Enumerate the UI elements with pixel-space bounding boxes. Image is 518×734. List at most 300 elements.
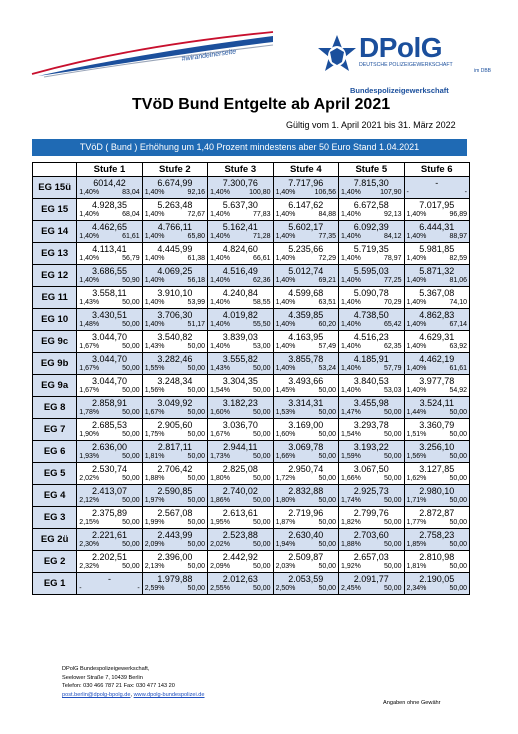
cell-increase: 50,00 [187, 585, 206, 592]
row-label: EG 12 [33, 265, 77, 287]
cell-increase: 71,28 [253, 233, 271, 240]
cell-amount: 2.613,61 [222, 508, 258, 518]
cell-percent: 2,15% [79, 519, 100, 526]
table-cell [77, 397, 142, 419]
cell-increase: 61,38 [187, 255, 206, 262]
table-corner [33, 163, 77, 177]
cell-increase: 50,00 [318, 453, 337, 460]
cell-increase: 50,00 [384, 563, 402, 570]
table-cell [404, 419, 469, 441]
table-row [33, 199, 470, 221]
cell-percent: 1,40% [210, 255, 230, 262]
cell-increase: 50,00 [318, 387, 337, 394]
cell-amount: 2.590,85 [157, 486, 193, 496]
cell-percent: 1,40% [79, 211, 100, 218]
cell-amount: 2.443,99 [157, 530, 193, 540]
table-cell [273, 397, 338, 419]
cell-percent: 2,12% [79, 497, 100, 504]
cell-percent: 1,59% [341, 453, 361, 460]
cell-amount: 3.524,11 [419, 398, 454, 408]
cell-increase: 50,00 [253, 519, 271, 526]
cell-increase: 50,00 [122, 453, 140, 460]
cell-increase: 88,97 [449, 233, 467, 240]
cell-amount: 4.462,65 [91, 222, 128, 232]
table-cell [77, 331, 142, 353]
cell-increase: 54,92 [449, 387, 467, 394]
row-label: EG 14 [33, 221, 77, 243]
cell-amount: 3.044,70 [91, 332, 128, 342]
cell-amount: 2.740,02 [222, 486, 258, 496]
cell-amount: 2.905,60 [157, 420, 193, 430]
cell-percent: 1,72% [275, 475, 296, 482]
cell-percent: 1,90% [79, 431, 100, 438]
table-cell [273, 221, 338, 243]
table-cell [77, 463, 142, 485]
cell-increase: 50,00 [122, 475, 140, 482]
cell-percent: 1,40% [406, 299, 427, 306]
cell-amount: 4.599,68 [288, 288, 324, 298]
cell-amount: 3.455,98 [353, 398, 389, 408]
cell-amount: 2.657,03 [353, 552, 389, 562]
cell-amount: 4.862,83 [419, 310, 455, 320]
cell-amount: 5.981,85 [419, 244, 455, 254]
table-cell [142, 287, 207, 309]
cell-increase: 50,00 [187, 409, 206, 416]
increase-banner: TVöD ( Bund ) Erhöhung um 1,40 Prozent mindestens aber 50 Euro Stand 1.04.2021 [32, 139, 467, 156]
cell-amount: 5.637,30 [222, 200, 258, 210]
cell-amount: 6.092,39 [353, 222, 389, 232]
cell-percent: 1,86% [210, 497, 230, 504]
cell-increase: 55,50 [253, 321, 271, 328]
cell-percent: 1,40% [406, 321, 427, 328]
cell-increase: 50,00 [318, 585, 337, 592]
cell-amount: 6.147,62 [288, 200, 324, 210]
cell-increase: 65,42 [384, 321, 402, 328]
cell-amount: 3.314,31 [288, 398, 324, 408]
table-cell [142, 529, 207, 551]
cell-amount: 5.162,41 [222, 222, 258, 232]
cell-percent: 2,55% [210, 585, 230, 592]
cell-increase: 63,92 [449, 343, 467, 350]
cell-amount: 3.360,79 [419, 420, 455, 430]
cell-percent: 1,40% [79, 255, 100, 262]
cell-percent: 1,40% [275, 343, 296, 350]
table-cell [208, 507, 273, 529]
cell-amount: 5.090,78 [353, 288, 389, 298]
table-cell [404, 551, 469, 573]
cell-amount: 4.163,95 [288, 332, 324, 342]
cell-increase: 50,00 [187, 387, 206, 394]
cell-increase: 50,00 [122, 541, 140, 548]
cell-increase: 50,00 [187, 563, 206, 570]
table-cell [273, 441, 338, 463]
cell-amount: 2.091,77 [353, 574, 389, 584]
cell-amount: 2.012,63 [222, 574, 258, 584]
brand-subtitle: DEUTSCHE POLIZEIGEWERKSCHAFT [359, 62, 453, 68]
table-cell [77, 551, 142, 573]
table-cell [208, 485, 273, 507]
table-row [33, 507, 470, 529]
cell-increase: 50,90 [122, 277, 140, 284]
table-cell [208, 199, 273, 221]
cell-percent: 1,78% [79, 409, 100, 416]
table-cell [142, 441, 207, 463]
cell-percent: 1,60% [275, 431, 296, 438]
cell-amount: 2.636,00 [91, 442, 128, 452]
brand-subtitle-dbb: im DBB [474, 68, 491, 74]
cell-amount: 3.256,10 [419, 442, 455, 452]
cell-amount: 3.493,66 [288, 376, 324, 386]
cell-amount: 3.840,53 [353, 376, 389, 386]
table-cell [404, 199, 469, 221]
cell-increase: 50,00 [122, 431, 140, 438]
table-cell [142, 309, 207, 331]
cell-increase: 50,00 [122, 365, 140, 372]
cell-percent: 2,09% [144, 541, 165, 548]
cell-amount: 3.430,51 [91, 310, 128, 320]
footer-separator: , [130, 691, 134, 698]
row-label: EG 15ü [33, 177, 77, 199]
cell-increase: 50,00 [187, 365, 206, 372]
cell-percent: 1,40% [275, 299, 296, 306]
table-cell [77, 243, 142, 265]
cell-amount: 4.516,23 [353, 332, 389, 342]
slogan-text: #wirandeinerseite [181, 48, 237, 63]
cell-percent: 1,77% [406, 519, 427, 526]
cell-increase: 50,00 [253, 409, 271, 416]
table-cell [273, 331, 338, 353]
row-label: EG 8 [33, 397, 77, 419]
cell-percent: 2,34% [406, 585, 427, 592]
table-cell [208, 243, 273, 265]
footer-web-link[interactable]: www.dpolg-bundespolizei.de [133, 691, 205, 698]
table-cell [339, 265, 404, 287]
table-row [33, 463, 470, 485]
cell-percent: 1,40% [144, 299, 165, 306]
cell-percent: 1,40% [144, 233, 165, 240]
cell-amount: 3.067,50 [353, 464, 389, 474]
table-cell [273, 507, 338, 529]
table-cell [142, 551, 207, 573]
cell-percent: 1,99% [144, 519, 165, 526]
table-cell [273, 309, 338, 331]
cell-amount: 3.069,78 [288, 442, 324, 452]
cell-amount: 6014,42 [93, 178, 126, 188]
table-cell [339, 397, 404, 419]
swoosh-red-stroke [32, 32, 273, 74]
cell-percent: 1,97% [144, 497, 165, 504]
cell-percent: 1,67% [79, 343, 100, 350]
cell-percent: 1,71% [406, 497, 427, 504]
cell-percent: 1,40% [406, 365, 427, 372]
cell-increase: 50,00 [253, 475, 271, 482]
cell-increase: 50,00 [449, 519, 467, 526]
cell-increase: 77,25 [384, 277, 402, 284]
table-cell [404, 375, 469, 397]
cell-percent: 1,66% [275, 453, 296, 460]
cell-increase: 50,00 [122, 299, 140, 306]
footer-street: Seelower Straße 7, 10439 Berlin [62, 674, 143, 681]
table-cell [208, 441, 273, 463]
cell-percent: 2,09% [210, 563, 230, 570]
cell-amount: 5.367,08 [419, 288, 455, 298]
cell-amount: 2.630,40 [288, 530, 324, 540]
cell-percent: 1,88% [341, 541, 361, 548]
table-cell [77, 529, 142, 551]
cell-percent: 1,67% [79, 365, 100, 372]
swoosh-grey-stroke [44, 45, 273, 77]
footer-email-link[interactable]: post.berlin@dpolg-bpolg.de [62, 691, 131, 698]
row-label: EG 5 [33, 463, 77, 485]
table-cell [208, 375, 273, 397]
cell-percent: 1,81% [144, 453, 165, 460]
table-row [33, 243, 470, 265]
table-cell [77, 353, 142, 375]
cell-increase: 50,00 [253, 541, 271, 548]
cell-increase: 50,00 [253, 387, 271, 394]
cell-amount: 4.928,35 [91, 200, 128, 210]
cell-increase: 50,00 [384, 585, 402, 592]
cell-amount: 2.832,88 [288, 486, 324, 496]
cell-amount: 4.113,41 [92, 244, 127, 254]
row-label: EG 10 [33, 309, 77, 331]
cell-percent: 1,45% [275, 387, 296, 394]
cell-increase: 50,00 [318, 519, 337, 526]
table-cell [339, 331, 404, 353]
cell-increase: 60,20 [318, 321, 337, 328]
table-row [33, 177, 470, 199]
cell-percent: 1,40% [210, 299, 230, 306]
table-cell [404, 287, 469, 309]
cell-percent: 1,47% [341, 409, 361, 416]
table-cell [208, 529, 273, 551]
table-row [33, 397, 470, 419]
cell-amount: 3.540,82 [157, 332, 193, 342]
cell-percent: 1,40% [406, 387, 427, 394]
cell-percent: 1,40% [210, 277, 230, 284]
table-cell [142, 397, 207, 419]
cell-increase: 107,90 [380, 189, 402, 196]
table-cell [208, 573, 273, 595]
cell-percent: 1,40% [341, 343, 361, 350]
table-cell [339, 221, 404, 243]
cell-amount: 4.462,19 [419, 354, 455, 364]
cell-percent: 1,40% [341, 233, 361, 240]
table-cell [339, 529, 404, 551]
table-cell [273, 419, 338, 441]
cell-amount: 3.686,55 [91, 266, 128, 276]
cell-percent: 1,40% [210, 343, 230, 350]
table-cell [208, 463, 273, 485]
table-cell [208, 265, 273, 287]
cell-increase: 50,00 [187, 519, 206, 526]
cell-increase: 50,00 [384, 409, 402, 416]
table-cell [273, 177, 338, 199]
cell-percent: 1,40% [406, 255, 427, 262]
cell-percent: 1,40% [406, 211, 427, 218]
table-cell [404, 177, 469, 199]
cell-increase: 63,51 [318, 299, 337, 306]
cell-percent: 1,40% [275, 255, 296, 262]
table-cell [273, 243, 338, 265]
table-cell [404, 463, 469, 485]
cell-percent: 2,03% [275, 563, 296, 570]
cell-increase: 84,12 [384, 233, 402, 240]
cell-percent: 2,32% [79, 563, 100, 570]
cell-amount: 3.044,70 [91, 354, 128, 364]
cell-percent: 1,40% [275, 233, 296, 240]
cell-percent: 1,40% [275, 189, 296, 196]
table-cell [208, 287, 273, 309]
cell-increase: 53,24 [318, 365, 337, 372]
cell-percent: 1,51% [406, 431, 427, 438]
cell-amount: 3.558,11 [92, 288, 127, 298]
cell-amount: 3.182,23 [222, 398, 258, 408]
cell-increase: 50,00 [449, 497, 467, 504]
cell-percent: 1,88% [144, 475, 165, 482]
cell-amount: 2.523,88 [222, 530, 258, 540]
table-cell [404, 221, 469, 243]
cell-percent: 1,40% [210, 233, 230, 240]
table-row [33, 309, 470, 331]
cell-increase: 50,00 [384, 541, 402, 548]
footer-address [62, 665, 205, 699]
cell-increase: 50,00 [122, 387, 140, 394]
cell-percent: 1,60% [210, 409, 230, 416]
cell-percent: 1,95% [210, 519, 230, 526]
cell-amount: 3.855,78 [288, 354, 324, 364]
table-cell [273, 485, 338, 507]
cell-amount: 3.248,34 [157, 376, 193, 386]
table-row [33, 419, 470, 441]
table-cell [77, 199, 142, 221]
cell-amount: 2.817,11 [157, 442, 193, 452]
cell-percent: 1,40% [341, 189, 361, 196]
table-row [33, 221, 470, 243]
cell-amount: 2.703,60 [353, 530, 389, 540]
cell-increase: 92,13 [384, 211, 402, 218]
table-cell [208, 331, 273, 353]
cell-increase: 50,00 [187, 541, 206, 548]
cell-percent: 1,40% [144, 255, 165, 262]
table-row [33, 265, 470, 287]
table-cell [339, 309, 404, 331]
cell-percent: 1,74% [341, 497, 361, 504]
table-cell [142, 375, 207, 397]
cell-percent: 1,43% [210, 365, 230, 372]
cell-increase: 50,00 [384, 453, 402, 460]
table-cell [142, 221, 207, 243]
cell-increase: 58,55 [253, 299, 271, 306]
cell-amount: 4.445,99 [157, 244, 193, 254]
table-cell [208, 397, 273, 419]
cell-increase: 96,89 [449, 211, 467, 218]
table-cell [142, 331, 207, 353]
table-cell [404, 353, 469, 375]
table-cell [142, 507, 207, 529]
cell-percent: 1,40% [144, 211, 165, 218]
cell-percent: 1,40% [275, 211, 296, 218]
cell-increase: 67,14 [449, 321, 467, 328]
cell-percent: 1,66% [341, 475, 361, 482]
cell-amount: 3.555,82 [222, 354, 258, 364]
table-cell [273, 265, 338, 287]
table-row [33, 441, 470, 463]
cell-percent: 1,73% [210, 453, 230, 460]
cell-percent: 1,40% [341, 299, 361, 306]
cell-increase: 50,00 [122, 519, 140, 526]
cell-amount: 1.979,88 [157, 574, 193, 584]
cell-percent: 1,40% [210, 189, 230, 196]
cell-increase: 50,00 [253, 563, 271, 570]
cell-increase: 53,03 [384, 387, 402, 394]
cell-amount: 6.444,31 [419, 222, 455, 232]
table-cell [142, 265, 207, 287]
table-cell [208, 353, 273, 375]
cell-increase: 65,80 [187, 233, 206, 240]
cell-percent: 1,67% [210, 431, 230, 438]
table-cell [208, 419, 273, 441]
table-row [33, 551, 470, 573]
cell-increase: 50,00 [318, 431, 337, 438]
table-cell [142, 463, 207, 485]
cell-percent: 2,45% [341, 585, 361, 592]
cell-increase: 50,00 [253, 585, 271, 592]
cell-increase: 50,00 [253, 453, 271, 460]
cell-increase: 72,29 [318, 255, 337, 262]
cell-percent: 1,67% [144, 409, 165, 416]
table-cell [273, 375, 338, 397]
cell-percent: 1,40% [341, 255, 361, 262]
cell-amount: 2.799,76 [353, 508, 389, 518]
swoosh-blue-fill [38, 36, 273, 76]
cell-increase: 56,18 [187, 277, 206, 284]
cell-percent: 1,40% [275, 321, 296, 328]
cell-amount: 2.872,87 [419, 508, 455, 518]
cell-amount: 5.263,48 [157, 200, 193, 210]
cell-amount: 2.944,11 [223, 442, 258, 452]
cell-amount: 3.044,70 [91, 376, 128, 386]
cell-amount: - [435, 178, 439, 188]
table-cell [208, 551, 273, 573]
cell-amount: 7.717,96 [288, 178, 324, 188]
table-cell [77, 507, 142, 529]
table-cell [339, 507, 404, 529]
cell-amount: 2.190,05 [419, 574, 455, 584]
column-header: Stufe 6 [404, 163, 469, 177]
cell-increase: 61,61 [122, 233, 140, 240]
cell-amount: 2.530,74 [91, 464, 128, 474]
cell-increase: 66,61 [253, 255, 271, 262]
cell-amount: 7.017,95 [419, 200, 455, 210]
cell-amount: 4.359,85 [288, 310, 324, 320]
cell-increase: 50,00 [318, 563, 337, 570]
table-cell [273, 551, 338, 573]
table-cell [404, 243, 469, 265]
slogan-swoosh-logo [30, 28, 275, 78]
table-cell [273, 353, 338, 375]
cell-increase: 50,00 [253, 497, 271, 504]
cell-amount: - [107, 574, 111, 584]
cell-percent: 2,02% [79, 475, 100, 482]
dpolg-logo [316, 34, 506, 94]
cell-increase: 50,00 [187, 453, 206, 460]
cell-increase: 50,00 [122, 497, 140, 504]
footer-links [62, 691, 205, 700]
table-row [33, 573, 470, 595]
cell-increase: - [464, 189, 467, 196]
footer-phone: Telefon: 030 466 787 21 Fax: 030 477 143 20 [62, 683, 175, 690]
